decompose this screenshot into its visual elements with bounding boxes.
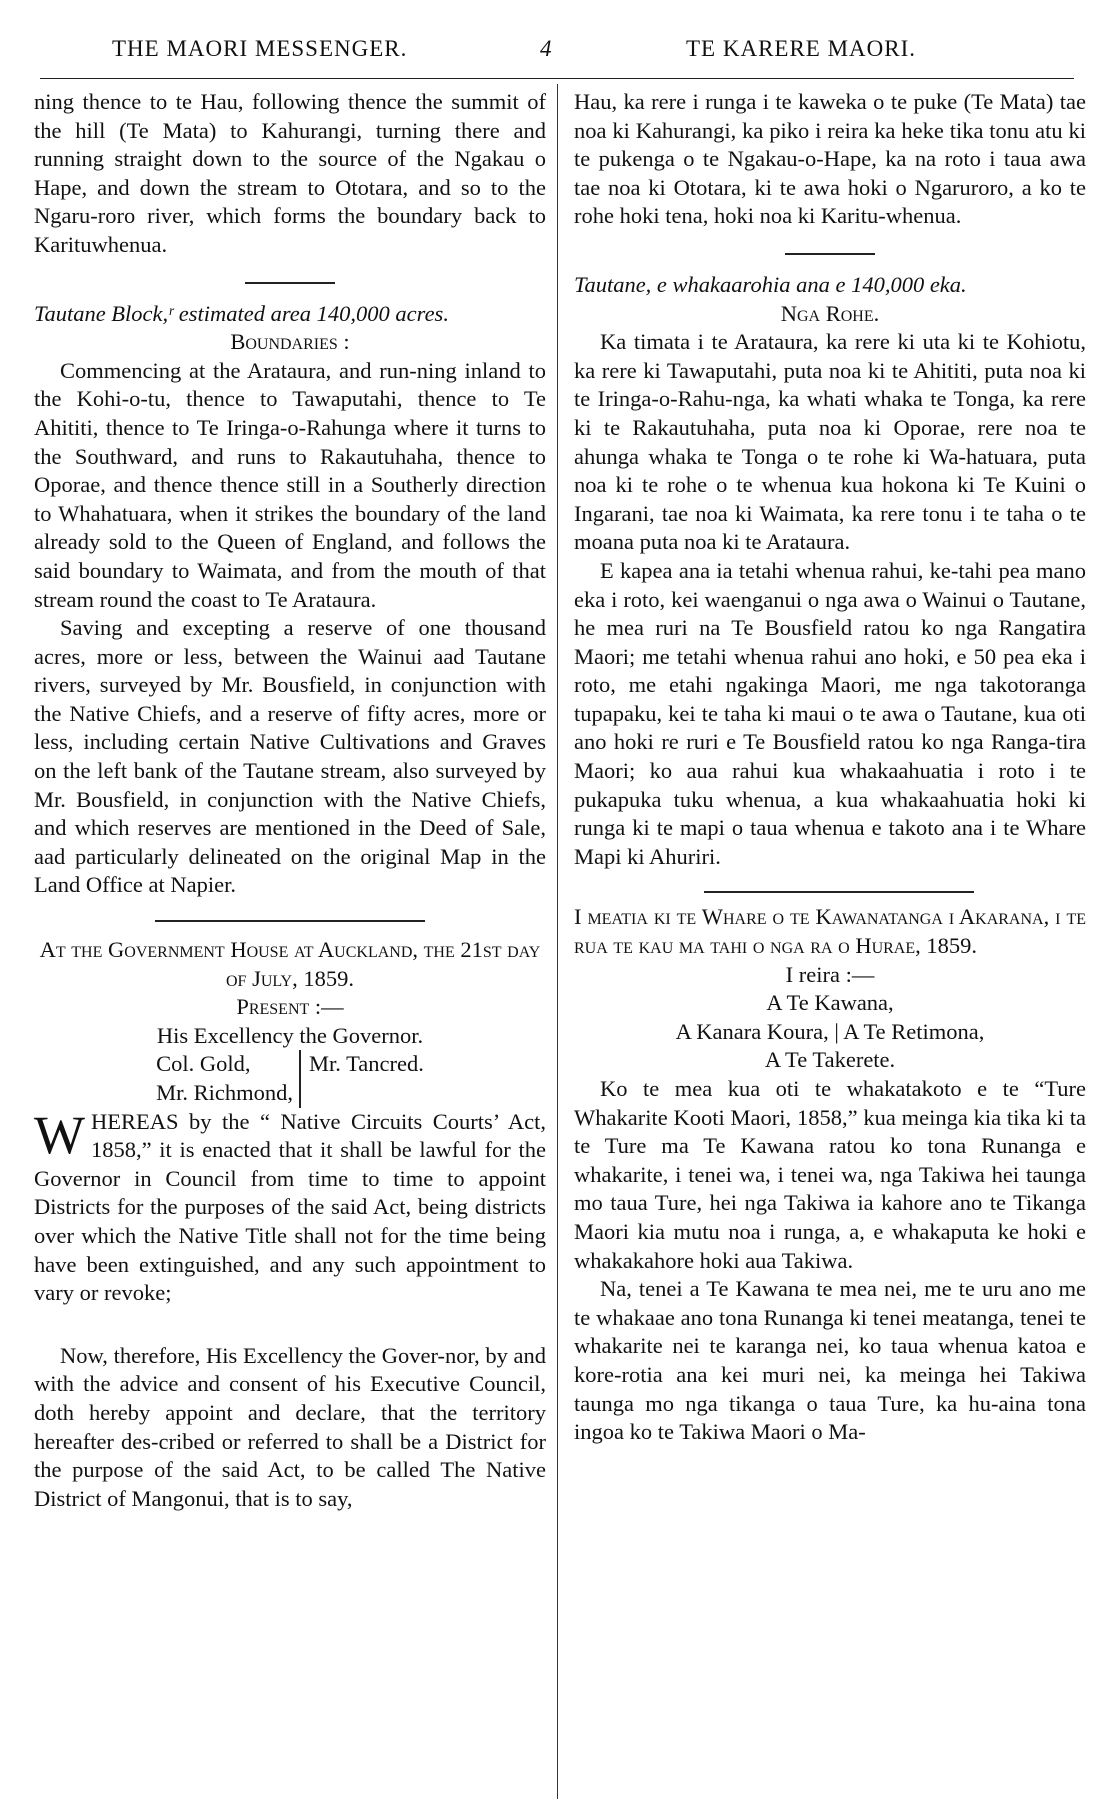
section-separator: [704, 891, 974, 893]
governor-line: His Excellency the Governor.: [156, 1022, 424, 1048]
tautane-block-heading: Tautane Block,ʳ estimated area 140,000 acres.: [34, 300, 449, 326]
attendee-mr-tancred: Mr. Tancred.: [309, 1051, 424, 1077]
maori-column: [574, 88, 1086, 1447]
rohe-paragraph-continued: Hau, ka rere i runga i te kaweka o te puke (Te Mata) tae noa ki Kahurangi, ka piko i reira ka heke tika tonu atu ki te pukenga o te Ngakau-o-Hape, ka na roto i taua awa tae noa ki Ototara, ki te awa hoki o Ngaruroro, a ko te rohe hoki tena, hoki noa ki Karitu-whenua.: [574, 89, 1086, 229]
section-separator: [785, 253, 875, 255]
attendee-te-takerete: A Te Takerete.: [764, 1047, 896, 1073]
reserves-paragraph: Saving and excepting a reserve of one thousand acres, more or less, between the Wainui aad Tautane rivers, surveyed by Mr. Bousfield, in conjunction with the Native Chiefs, and a reserve of fifty acres, more or less, including certain Native Cultivations and Graves on the left bank of the Tautane stream, also surveyed by Mr. Bousfield, in conjunction with the Native Chiefs, and which reserves are mentioned in the Deed of Sale, aad particularly delineated on the original Map in the Land Office at Napier.: [34, 615, 546, 898]
english-column: [34, 88, 546, 1513]
government-house-heading: At the Government House at Auckland, the 21st day of July, 1859.: [39, 937, 541, 991]
maori-masthead: TE KARERE MAORI.: [686, 36, 917, 61]
attendees: [34, 1050, 546, 1107]
na-tenei-paragraph: Na, tenei a Te Kawana te mea nei, me te uru ano me te whakaae ano tona Runanga ki tenei meatanga, tenei te whakarite nei te karanga nei, ko taua whenua katoa e kore-rotia ana kei muri nei, ka meinga hei Takiwa taunga mo nga tikanga o taua Ture, ka hu-aina tona ingoa ko te Takiwa Maori o Ma-: [574, 1276, 1086, 1445]
drop-cap: W: [34, 1104, 85, 1165]
boundaries-paragraph: Commencing at the Arataura, and run-ning inland to the Kohi-o-tu, thence to Tawaputahi, thence to Te Ahititi, thence to Te Iringa-o-Rahunga where it turns to the Southward, and runs to Rakautuhaha, thence to Oporae, and thence thence still in a Southerly direction to Whahatuara, when it strikes the boundary of the land already sold to the Queen of England, and follows the said boundary to Waimata, and from the mouth of that stream round the coast to Te Arataura.: [34, 357, 546, 612]
column-divider: [557, 84, 558, 1799]
page-header: [0, 30, 1114, 70]
whare-kawanatanga-heading: I meatia ki te Whare o te Kawanatanga i Akarana, i te rua te kau ma tahi o nga ra o Hurae, 1859.: [574, 904, 1086, 959]
ko-te-mea-paragraph: Ko te mea kua oti te whakatakoto e te “Ture Whakarite Kooti Maori, 1858,” kua meinga kia tika ki ta te Ture ma Te Kawana ratou ko tona Runanga e whakarite, i tenei wa, i tenei wa, nga Takiwa hei taunga mo taua Ture, hei nga Takiwa ia kahore ano te Tikanga Maori kia mutu noa i runga, a, e whakaputa ke hoki e whakakahore hoki aua Takiwa.: [574, 1076, 1086, 1273]
page-number: 4: [540, 36, 553, 61]
attendee-kanara-koura: A Kanara Koura,: [675, 1018, 829, 1044]
section-separator: [155, 920, 425, 922]
boundary-paragraph-continued: ning thence to te Hau, following thence the summit of the hill (Te Mata) to Kahurangi, turning there and running straight down to the source of the Ngakau o Hape, and down the stream to Ototara, and so to the Ngaru-roro river, which forms the boundary back to Karituwhenua.: [34, 89, 546, 257]
attendees-maori: A Kanara Koura, | A Te Retimona,: [675, 1018, 985, 1044]
attendee-mr-richmond: Mr. Richmond,: [156, 1080, 294, 1105]
english-masthead: THE MAORI MESSENGER.: [112, 36, 408, 61]
now-therefore-paragraph: Now, therefore, His Excellency the Gover-nor, by and with the advice and consent of his Executive Council, doth hereby appoint and declare, that the territory hereafter des-cribed or referred to shall be a District for the purpose of the said Act, to be called The Native District of Mangonui, that is to say,: [34, 1342, 546, 1511]
section-separator: [245, 282, 335, 284]
header-rule: [40, 78, 1074, 79]
attendee-te-retimona: A Te Retimona,: [843, 1018, 985, 1044]
boundaries-heading: Boundaries :: [230, 329, 350, 355]
rohe-paragraph: Ka timata i te Arataura, ka rere ki uta ki te Kohiotu, ka rere ki Tawaputahi, puta noa ki te Ahititi, puta noa ki te Iringa-o-Rahu-nga, ka whati whaka te Tonga, ka rere ki te Rakautuhaha, puta noa ki Oporae, rere noa te ahunga whaka te Tonga o te rohe ki Wa-hatuara, puta noa ki te rohe o te whenua kua hokona ki Te Kuini o Ingarani, tae noa ki Waimata, ka rere tonu i te taha o te moana puta noa ki te Arataura.: [574, 329, 1086, 555]
rahui-paragraph: E kapea ana ia tetahi whenua rahui, ke-tahi pea mano eka i roto, kei waenganui o nga awa o Wainui o Tautane, he mea ruri na Te Bousfield ratou ko nga Rangatira Maori; me tetahi whenua rahui ano hoki, e 50 pea eka i roto, me etahi ngakinga Maori, me nga takotoranga tupapaku, kei te taha ki maui o te awa o Tautane, kua oti ano hoki re ruri e Te Bousfield ratou ko nga Ranga-tira Maori; ko aua rahui kua whakaahuatia i roto i te pukapuka tuku whenua, a kua whakaahuatia hoki ki runga ki te mapi o taua whenua e takoto ana i te Whare Mapi ki Ahuriri.: [574, 557, 1086, 869]
whereas-text: HEREAS by the “ Native Circuits Courts’ Act, 1858,” it is enacted that it shall be lawful for the Governor in Council from time to time to appoint Districts for the purposes of the said Act, being districts over which the Native Title shall not for the time being have been extinguished, and any such appointment to vary or revoke;: [34, 1108, 546, 1306]
te-kawana-line: A Te Kawana,: [766, 990, 894, 1016]
nga-rohe-heading: Nga Rohe.: [780, 300, 880, 326]
attendee-col-gold: Col. Gold,: [156, 1051, 251, 1077]
whereas-paragraph: [34, 1104, 546, 1308]
tautane-heading-maori: Tautane, e whakaarohia ana e 140,000 eka.: [574, 271, 967, 297]
present-heading: Present :—: [236, 994, 344, 1020]
i-reira-heading: I reira :—: [785, 961, 875, 987]
